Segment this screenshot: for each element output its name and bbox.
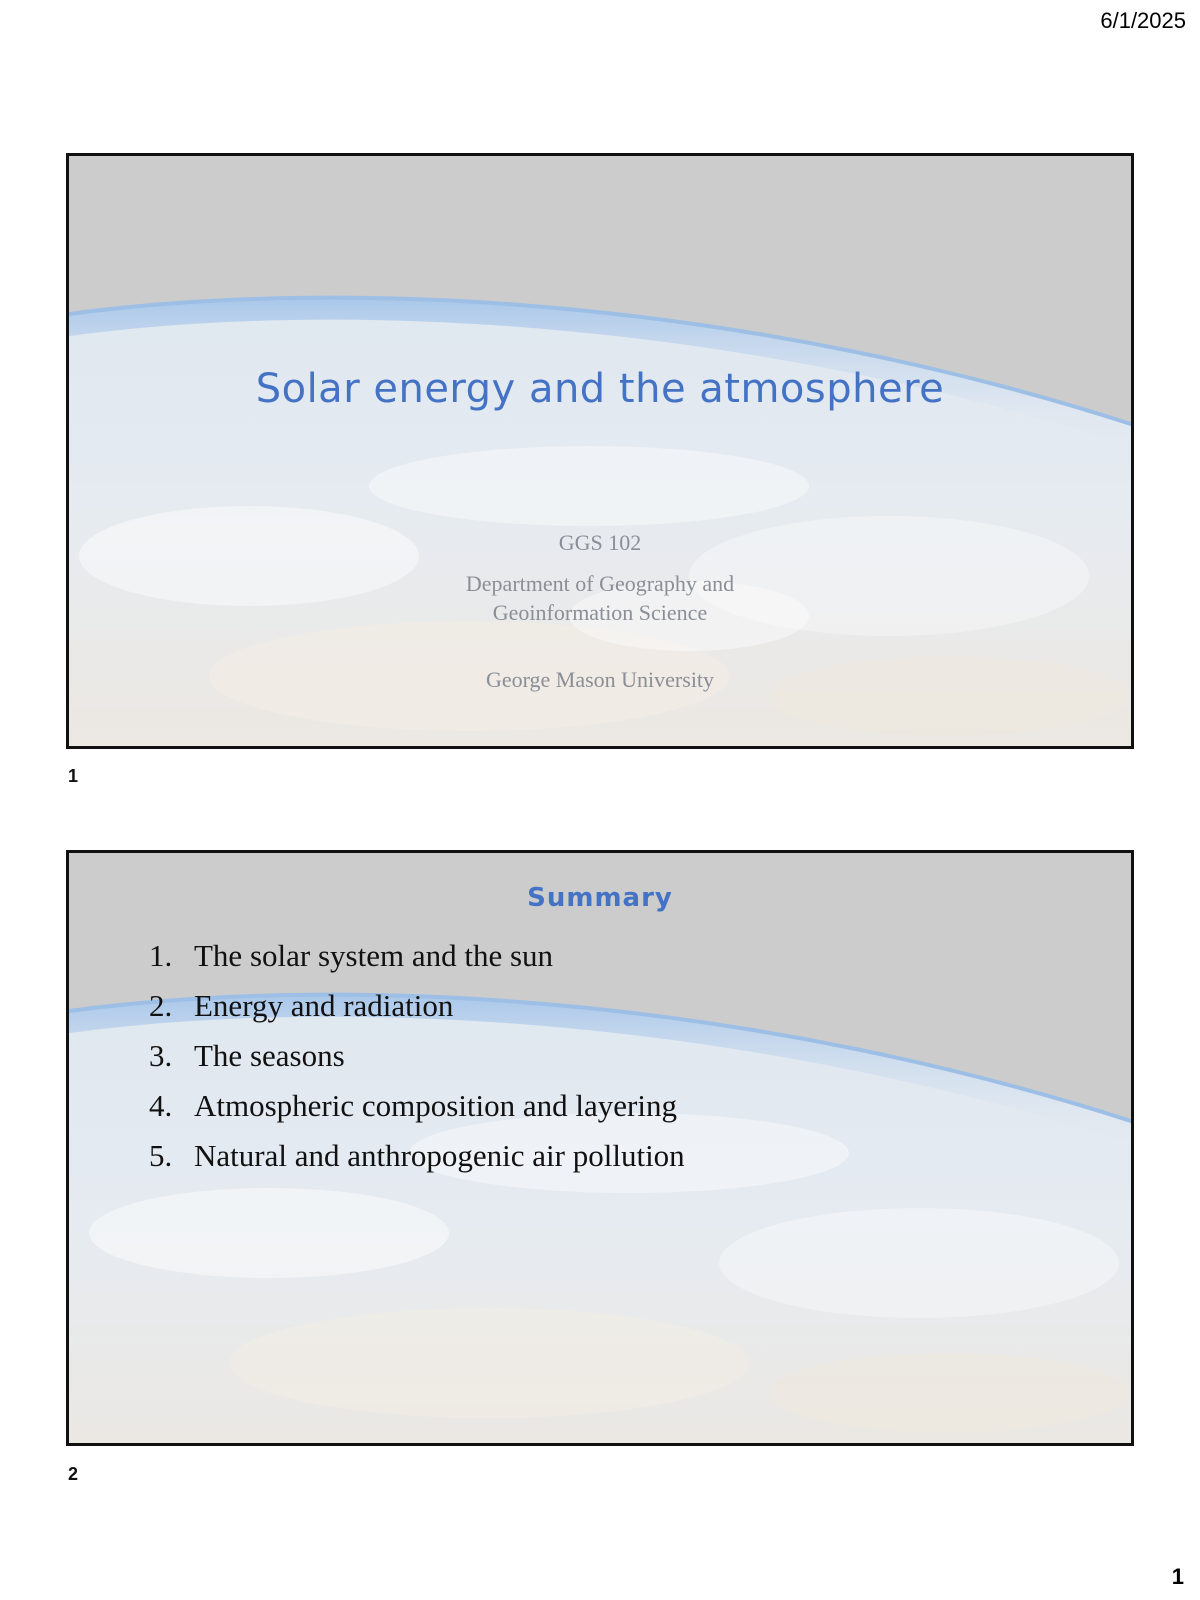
list-item-number: 1. — [149, 938, 173, 973]
university-name: George Mason University — [485, 667, 715, 692]
slide-number-2: 2 — [68, 1464, 79, 1484]
list-item-text: The solar system and the sun — [194, 938, 554, 973]
department-name — [69, 569, 1131, 627]
list-item-text: The seasons — [194, 1038, 345, 1073]
list-item — [149, 1031, 685, 1081]
slide-title: Summary — [527, 883, 673, 913]
summary-list — [149, 931, 685, 1181]
list-item — [149, 1131, 685, 1181]
list-item — [149, 981, 685, 1031]
page-number: 1 — [1171, 1564, 1184, 1589]
slide-subtitle — [69, 528, 1131, 694]
page-date: 6/1/2025 — [1100, 8, 1186, 33]
list-item — [149, 931, 685, 981]
department-line-1: Department of Geography and — [465, 571, 735, 596]
list-item-text: Natural and anthropogenic air pollution — [194, 1138, 685, 1173]
course-code: GGS 102 — [558, 530, 642, 555]
slide-1[interactable] — [66, 153, 1134, 749]
list-item — [149, 1081, 685, 1131]
slide-2[interactable] — [66, 850, 1134, 1446]
slide-number-1: 1 — [68, 766, 79, 786]
list-item-number: 4. — [149, 1088, 173, 1123]
list-item-text: Energy and radiation — [194, 988, 454, 1023]
department-line-2: Geoinformation Science — [492, 600, 708, 625]
list-item-number: 5. — [149, 1138, 173, 1173]
list-item-text: Atmospheric composition and layering — [194, 1088, 677, 1123]
list-item-number: 2. — [149, 988, 173, 1023]
list-item-number: 3. — [149, 1038, 173, 1073]
slide-title: Solar energy and the atmosphere — [255, 366, 945, 412]
